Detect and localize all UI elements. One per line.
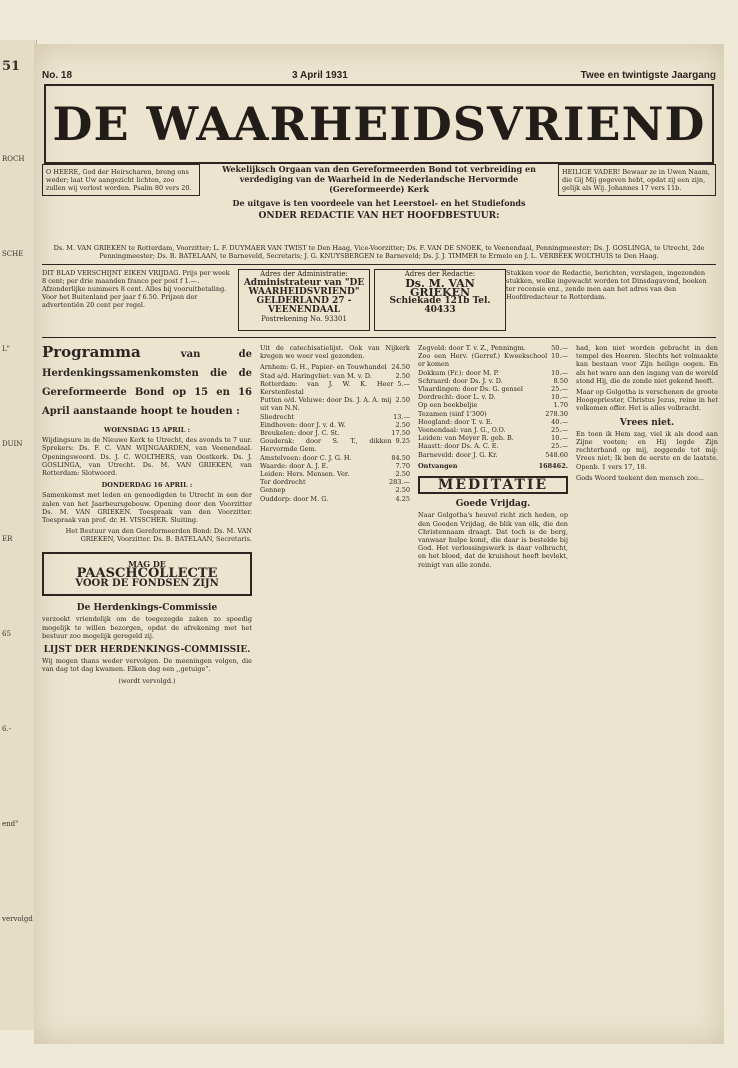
prev-page-fragment: SCHE (2, 250, 24, 258)
donation-amount: 278.30 (545, 409, 568, 418)
subtitle (207, 164, 551, 221)
donation-text: Sliedrecht (260, 412, 295, 421)
donation-row (418, 426, 568, 434)
donation-row (418, 369, 568, 377)
donation-row (260, 486, 410, 494)
total-row (418, 462, 568, 470)
donation-amount: 25.— (551, 426, 568, 435)
donation-text: Dokkum (Fr.): door M. P. (418, 368, 499, 377)
donation-amount: 8.50 (553, 376, 568, 385)
donation-row (418, 352, 568, 368)
prev-page-fragment: end" (2, 820, 19, 828)
donation-text: Haastt: door Ds. A. C. E. (418, 442, 499, 451)
column1-end: (wordt vervolgd.) (118, 676, 176, 685)
admin-name: Administrateur van "DE WAARHEIDSVRIEND" (243, 278, 365, 297)
donation-text: Vlaardingen: door Ds. G. gensel (418, 385, 523, 394)
donation-amount: 548.60 (545, 450, 568, 459)
donation-amount: 1.70 (553, 401, 568, 410)
prev-page-fragment: L" (2, 345, 10, 353)
donation-row (260, 429, 410, 437)
commission-heading: De Herdenkings-Commissie (76, 603, 218, 614)
donation-amount: 2.50 (395, 371, 410, 380)
total-label: Ontvangen (418, 461, 458, 470)
paschcollecte-box (42, 552, 252, 597)
prev-page-fragment: DUIN (2, 440, 23, 448)
donation-amount: 2.50 (395, 470, 410, 479)
redaction-address (374, 269, 506, 331)
donation-text: Waarde: door A. J. E. (260, 461, 329, 470)
prev-page-fragment: 51 (2, 59, 21, 74)
donation-text: Leiden: van Meyer R. geb. B. (418, 434, 514, 443)
program-subtitle: van de Herdenkingssamenkomsten die de Gereformeerde Bond op 15 en 16 April aanstaande hoopt te houden : (42, 349, 252, 417)
donation-amount: 24.50 (391, 363, 410, 372)
donation-amount: 40.— (551, 417, 568, 426)
column-3 (418, 344, 568, 1034)
donation-amount: 50.— (551, 344, 568, 352)
meditatie-banner: MEDITATIE (418, 476, 568, 494)
prev-page-fragment: 65 (2, 630, 11, 638)
donation-text: Gennep (260, 486, 286, 495)
editors-line: Ds. M. VAN GRIEKEN te Rotterdam, Voorzitter; L. F. DUYMAER VAN TWIST te Den Haag, Vice-Voorzitter; Ds. F. VAN DE SNOEK, te Veenendaal, Penningmeester; Ds. J. GOSLINGA, te Utrecht, 2de Penningmeester; Ds. B. BATELAAN, te Barneveld, Secretaris; J. G. KNUYSBERGEN te Barneveld; Ds. J. J. TIMMER te Ermelo en J. L. VERBEEK WOLTHUIS te Den Haag. (53, 244, 705, 260)
donation-row (418, 418, 568, 426)
donation-text: Arnhem: G. H., Papier- en Touwhandel (260, 363, 387, 372)
donation-text: Op een boekbeljie (418, 401, 478, 410)
donation-row (418, 377, 568, 385)
column4-end: Gods Woord teekent den mensch zoo... (576, 473, 705, 482)
admin-postrekening: Postrekening No. 93301 (261, 315, 347, 323)
donation-amount: 7.70 (395, 461, 410, 470)
list-heading: LIJST DER HERDENKINGS-COMMISSIE. (43, 645, 251, 656)
program-title: Programma (42, 344, 141, 361)
donation-text: Veenendaal: van J. G., O.O. (418, 426, 506, 435)
subtitle-line3: ONDER REDACTIE VAN HET HOOFDBESTUUR: (258, 211, 500, 221)
donation-row (418, 393, 568, 401)
donation-text: Rotterdam: van J. W. K. Heer Kerstenfestal (260, 379, 394, 397)
prev-page-fragment: ROCH (2, 155, 25, 163)
donation-amount: 10.— (551, 368, 568, 377)
donation-amount: 10.— (551, 352, 568, 361)
donation-amount: 25.— (551, 385, 568, 394)
donation-row (418, 344, 568, 352)
day2-text: Samenkomst met leden en genoodigden te Utrecht in een der zalen van het Jaarbeursgebouw. Opening door den Voorzitter Ds. M. VAN GRIEKEN. Toespraak van den Voorzitter. Toespraak van prof. dr. H. VISSCHER. Sluiting. (42, 491, 252, 525)
donation-text: Eindhoven: door J. v. d. W. (260, 420, 346, 429)
pasch-line2: PAASCHCOLLECTE (76, 565, 218, 581)
donation-row (260, 372, 410, 380)
donation-text: Stad a/d. Haringvliet: van M. v. D. (260, 371, 372, 380)
donation-row (260, 413, 410, 421)
donation-amount: 5.— (397, 379, 410, 388)
donation-row (260, 437, 410, 453)
donation-list-2 (260, 363, 410, 502)
donation-text: Gouderak: door S. T., dikken Hervormde Gem. (260, 437, 392, 454)
column4-text1: had, kon niet worden gebracht in den tempel des Heeren. Slechts het volmaakte kan bestaan voor Zijn heilige oogen. En als het ware aan den ingang van de wereld stond Hij, die de zonde niet gekend heeft. (576, 344, 718, 385)
newspaper-title: DE WAARHEIDSVRIEND (52, 97, 706, 151)
column2-intro: Uit de catechisatielijst. Ook van Nijkerk kregen we weer veel gezonden. (260, 344, 410, 361)
donation-amount: 84.50 (391, 453, 410, 462)
donation-amount: 283.— (389, 478, 410, 487)
column-4 (576, 344, 718, 1034)
commission-text: verzoekt vriendelijk om de toegezegde zaken zo spoedig mogelijk te willen bezorgen, opdat de afrekening met het bestuur zoo mogelijk geregeld zij. (42, 615, 252, 640)
donation-row (260, 380, 410, 396)
donation-text: Hoogland: door T. v. E. (418, 417, 493, 426)
donation-row (418, 442, 568, 450)
donation-text: Dordrecht: door L. v. D. (418, 393, 496, 402)
donation-amount: 10.— (551, 434, 568, 443)
donation-amount: 4.25 (395, 494, 410, 503)
redaction-info: Stukken voor de Redactie, berichten, verslagen, ingezonden stukken, welke ingewacht worden tot Dinsdagavond, boeken ter recensie enz., zende men aan het adres van den Hoofdredacteur te Rotterdam. (506, 269, 707, 301)
verse-title: Vrees niet. (619, 417, 675, 428)
redaction-label: Adres der Redactie: (404, 270, 476, 278)
day1-heading: WOENSDAG 15 APRIL : (104, 426, 190, 434)
subtitle-line1: Wekelijksch Orgaan van den Gereformeerden Bond tot verbreiding en verdediging van de Waarheid in de Nederlandsche Hervormde (Gereformeerde) Kerk (222, 164, 536, 194)
issue-line (42, 70, 716, 82)
donation-amount: 25.— (551, 442, 568, 451)
donation-amount: 13.— (393, 412, 410, 421)
issue-volume: Twee en twintigste Jaargang (580, 70, 716, 81)
donation-text: Breukelen: door J. C. St. (260, 429, 340, 438)
donation-row (260, 396, 410, 412)
subtitle-line2: De uitgave is ten voordeele van het Leerstoel- en het Studiefonds (232, 198, 526, 208)
donation-text: Ouddorp: door M. G. (260, 494, 329, 503)
admin-address: GELDERLAND 27 - VEENENDAAL (256, 296, 352, 315)
previous-page-edge (0, 40, 37, 1030)
issue-date: 3 April 1931 (292, 70, 348, 81)
donation-row (418, 410, 568, 418)
donation-list-3 (418, 344, 568, 459)
administration-address (238, 269, 370, 331)
donation-text: Zoo een Herv. (Gerref.) Kweekschool er komen (418, 352, 548, 369)
donation-row (260, 495, 410, 503)
donation-text: Barneveld: door J. G. Kr. (418, 450, 498, 459)
donation-amount: 2.50 (395, 486, 410, 495)
motto-left: O HEERE, God der Heirscharen, breng ons weder; laat Uw aangezicht lichten, zoo zullen wij verlost worden. Psalm 80 vers 20. (42, 164, 200, 196)
donation-text: Amstelveen: door C. J. G. H. (260, 453, 352, 462)
pasch-line3: VOOR DE FONDSEN ZIJN (75, 578, 219, 590)
donation-amount: 10.— (551, 393, 568, 402)
prev-page-fragment: ER (2, 535, 13, 543)
donation-row (418, 451, 568, 459)
redaction-name: Ds. M. VAN GRIEKEN (405, 277, 475, 299)
donation-amount: 2.50 (395, 420, 410, 429)
newspaper-page (34, 44, 724, 1044)
redaction-address-line: Schiekade 121b Tel. 40433 (389, 296, 491, 315)
donation-row (260, 363, 410, 371)
day1-text: Wijdingsure in de Nieuwe Kerk te Utrecht, des avonds te 7 uur. Sprekers: Ds. F. C. VAN WIJNGAARDEN, van Veenendaal. Openingswoord. Ds. J. C. WOLTHERS, van Oostkerk. Ds. J. GOSLINGA, van Utrecht. Ds. M. VAN GRIEKEN, van Rotterdam: Slotwoord. (42, 436, 252, 478)
donation-row (260, 421, 410, 429)
masthead (44, 84, 714, 164)
prev-page-fragment: vervolgd (2, 915, 33, 923)
motto-right: HEILIGE VADER! Bewaar ze in Uwen Naam, die Gij Mij gegeven hebt, opdat zij een zijn, gelijk als Wij. Johannes 17 vers 11b. (558, 164, 716, 196)
donation-row (260, 478, 410, 486)
meditation-title: Goede Vrijdag. (455, 499, 531, 510)
donation-row (418, 385, 568, 393)
pasch-line1: MAG DE (128, 558, 166, 569)
donation-row (418, 434, 568, 442)
column4-text2: Maar op Golgotha is verschenen de groote Hoogepriester, Christus Jezus, reine in het volkomen offer. Het is alles volbracht. (576, 388, 718, 413)
total-value: 168462. (538, 461, 568, 470)
donation-amount: 2.50 (395, 396, 410, 405)
program-signature: Het Bestuur van den Gereformeerden Bond: Ds. M. VAN GRIEKEN, Voorzitter. Ds. B. BATELAAN, Secretaris. (65, 527, 252, 544)
donation-text: Putten o/d. Veluwe: door Ds. J. A. A. mij uit van N.N. (260, 396, 392, 413)
donation-text: Tezamen (sinf 1'300) (418, 409, 487, 418)
donation-row (260, 462, 410, 470)
administration-row (42, 264, 716, 338)
meditation-text: Naar Golgotha's heuvel richt zich heden, op den Goeden Vrijdag, de blik van elk, die den Christennaam draagt. Dat toch is de berg, vanwaar hulpe komt, die daar is bestelde bij God. Het verlossingswerk is daar volbracht, en het bloed, dat de kruishout heeft bevlekt, reinigt van alle zonde. (418, 511, 568, 569)
list-text: Wij mogen thans weder vervolgen. De meeningen volgen, die van dag tot dag kwamen. Elken dag een ,,getuige". (42, 657, 252, 674)
donation-text: Schraard: door Ds. J. v. D. (418, 376, 503, 385)
donation-amount: 17.50 (391, 429, 410, 438)
day2-heading: DONDERDAG 16 APRIL : (101, 481, 193, 490)
subhead (42, 164, 716, 234)
donation-text: Ter dordrecht (260, 478, 306, 487)
donation-row (260, 470, 410, 478)
verse-text: En toen ik Hem zag, viel ik als dood aan Zijne voeten; en Hij legde Zijn rechterhand op mij, zeggende tot mij: Vrees niet; Ik ben de eerste en de laatste. Openb. 1 vers 17, 18. (576, 429, 718, 471)
donation-row (260, 454, 410, 462)
issue-number: No. 18 (42, 70, 73, 81)
column-2 (260, 344, 410, 1034)
donation-row (418, 401, 568, 409)
subscription-info: DIT BLAD VERSCHIJNT EIKEN VRIJDAG. Prijs per week 8 cent; per drie maanden franco per post f 1.—. Afzonderlijke nummers 8 cent. Alles bij vooruitbetaling. Voor het Buitenland per jaar f 6.50. Prijzen der advertentiën 20 cent per regel. (42, 269, 230, 309)
prev-page-fragment: 6.- (2, 725, 12, 733)
column-1 (42, 344, 252, 1034)
donation-text: Zegveld: door T. v. Z., Penningm. (418, 344, 526, 352)
program-heading (42, 344, 252, 420)
donation-amount: 9.25 (395, 437, 410, 446)
admin-label: Adres der Administratie: (260, 270, 348, 278)
donation-text: Leiden: Hers. Mensen. Ver. (260, 470, 350, 479)
